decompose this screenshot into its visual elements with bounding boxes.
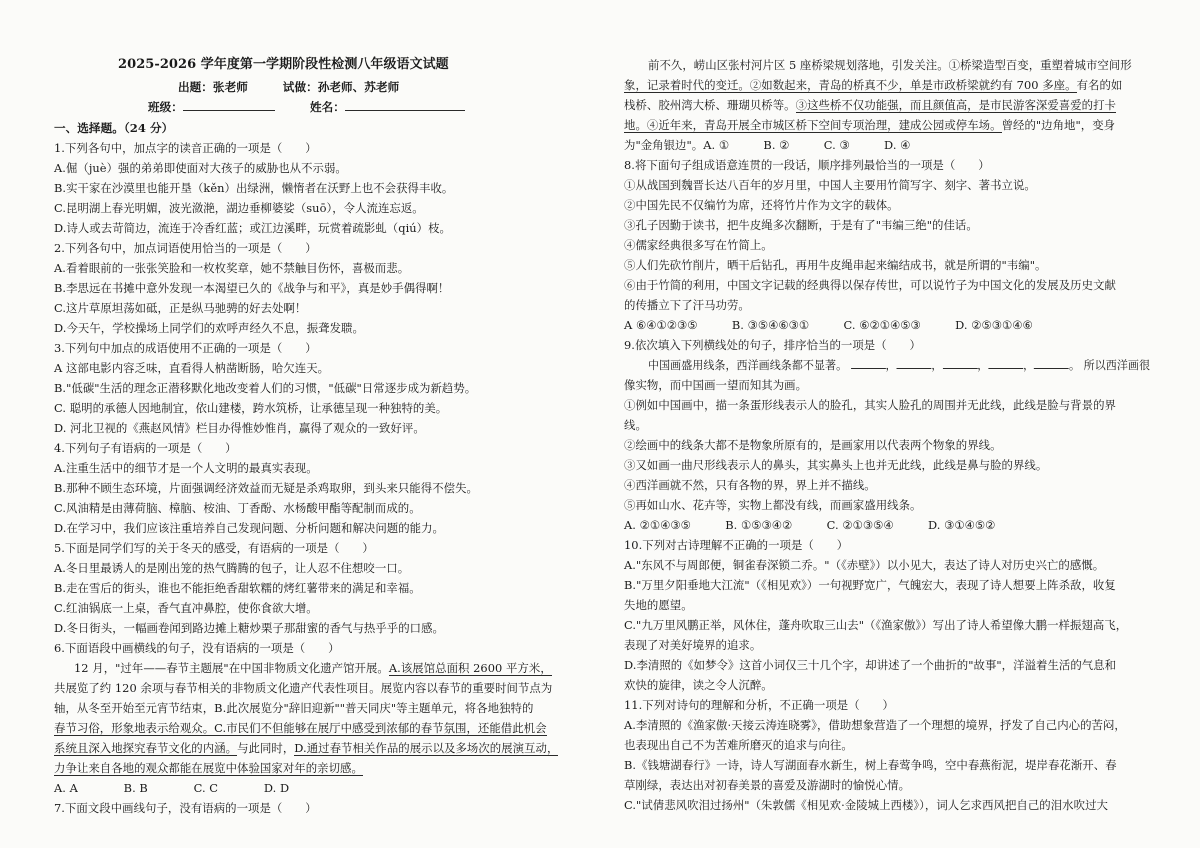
q11-option-b-cont: 草刚绿，表达出对初春美景的喜爱及游湖时的愉悦心情。 bbox=[624, 778, 911, 792]
section-heading: 一、选择题。（24 分） bbox=[54, 121, 174, 135]
q9-sentence-3: ③又如画一曲尺形线表示人的鼻头，其实鼻头上也并无此线，此线是鼻与脸的界线。 bbox=[624, 458, 1048, 472]
q7-passage-line-3 bbox=[624, 97, 1116, 113]
q8-sentence-3: ③孔子因勤于读书，把牛皮绳多次翻断，于是有了"韦编三绝"的佳话。 bbox=[624, 218, 978, 232]
q10-option-c-cont: 表现了对美好境界的追求。 bbox=[624, 638, 762, 652]
q1-option-d: D.诗人或去苛简边，流连于冷香红蓝；或江边溪畔，玩赏着疏影虬（qiú）枝。 bbox=[54, 221, 451, 235]
q4-option-b: B.那种不顾生态环境，片面强调经济效益而无疑是杀鸡取卵，到头来只能得不偿失。 bbox=[54, 481, 478, 495]
q3-option-c: C. 聪明的承德人因地制宜，依山建楼，跨水筑桥，让承德呈现一种独特的美。 bbox=[54, 401, 448, 415]
class-field bbox=[148, 99, 275, 115]
q9-passage-text-2: 所以西洋画很 bbox=[1083, 358, 1151, 372]
question-5: 5.下面是同学们写的关于冬天的感受，有语病的一项是（ ） bbox=[54, 541, 374, 555]
q6-passage-line-5 bbox=[54, 740, 558, 756]
q3-option-d: D. 河北卫视的《燕赵风情》栏目办得惟妙惟肖，赢得了观众的一致好评。 bbox=[54, 421, 425, 435]
q8-options: A ⑥④①②③⑤ B. ③⑤④⑥③① C. ⑥②①④⑤③ D. ②⑤③①④⑥ bbox=[624, 318, 1033, 332]
question-7: 7.下面文段中画线句子，没有语病的一项是（ ） bbox=[54, 801, 317, 815]
q2-option-d: D.今天午，学校操场上同学们的欢呼声经久不息，振聋发聩。 bbox=[54, 321, 364, 335]
q9-blank-4 bbox=[988, 357, 1023, 369]
question-8: 8.将下面句子组成语意连贯的一段话，顺序排列最恰当的一项是（ ） bbox=[624, 158, 990, 172]
q7-underlined-3: ③这些桥不仅功能强，而且颜值高，是市民游客深爱喜爱的打卡 bbox=[795, 98, 1116, 112]
q7-passage-line-4 bbox=[624, 117, 1115, 133]
q5-option-c: C.红油锅底一上桌，香气直冲鼻腔，使你食欲大增。 bbox=[54, 601, 318, 615]
q6-underlined-d: D.通过春节相关作品的展示以及多场次的展演互动， bbox=[294, 741, 559, 755]
q6-underlined-c-end: 系统且深入地探究春节文化的内涵。 bbox=[54, 741, 238, 755]
q2-option-b: B.李思远在书摊中意外发现一本渴望已久的《战争与和平》，真是妙手偶得啊！ bbox=[54, 281, 450, 295]
q8-sentence-1: ①从战国到魏晋长达八百年的岁月里，中国人主要用竹简写字、刻字、著书立说。 bbox=[624, 178, 1036, 192]
q9-blank-1 bbox=[851, 357, 886, 369]
q7-options: 为"金角银边"。A. ① B. ② C. ③ D. ④ bbox=[624, 138, 911, 152]
q7-underlined-4: ④近年来，青岛开展全市城区桥下空间专项治理，建成公园或停车场。 bbox=[646, 118, 1002, 132]
question-1: 1.下列各句中，加点字的读音正确的一项是（ ） bbox=[54, 141, 317, 155]
q8-sentence-5: ⑤人们先砍竹削片，晒干后钻孔，再用牛皮绳串起来编结成书，就是所谓的"韦编"。 bbox=[624, 258, 1047, 272]
question-10: 10.下列对古诗理解不正确的一项是（ ） bbox=[624, 538, 849, 552]
q3-option-b: B."低碳"生活的理念正潜移默化地改变着人们的习惯，"低碳"日常逐步成为新趋势。 bbox=[54, 381, 477, 395]
name-field bbox=[310, 99, 465, 115]
name-blank bbox=[345, 99, 465, 111]
question-4: 4.下列句子有语病的一项是（ ） bbox=[54, 441, 237, 455]
name-label: 姓名： bbox=[310, 100, 345, 114]
q10-option-c: C."九万里风鹏正举，风休住，蓬舟吹取三山去"（《渔家傲》）写出了诗人希望像大鹏一样振翅高飞， bbox=[624, 618, 1128, 632]
exam-authors: 出题：张老师 试做：孙老师、苏老师 bbox=[178, 80, 400, 94]
q6-underlined-b-end: 春节习俗，形象地表示给观众。 bbox=[54, 721, 215, 735]
q8-sentence-6: ⑥由于竹简的利用，中国文字记载的经典得以保存传世，可以说竹子为中国文化的发展及历史文献 bbox=[624, 278, 1116, 292]
q9-sentence-4: ④西洋画就不然，只有各物的界，界上并不描线。 bbox=[624, 478, 876, 492]
q6-passage-line-1 bbox=[74, 660, 552, 676]
question-3: 3.下列句中加点的成语使用不正确的一项是（ ） bbox=[54, 341, 317, 355]
q6-passage-line-6 bbox=[54, 760, 363, 776]
q6-options: A. A B. B C. C D. D bbox=[54, 781, 290, 795]
q11-option-b: B.《钱塘湖春行》一诗，诗人写湖面春水新生，树上春莺争鸣，空中春燕衔泥，堤岸春花渐开、春 bbox=[624, 758, 1117, 772]
q8-sentence-6-cont: 的传播立下了汗马功劳。 bbox=[624, 298, 750, 312]
q5-option-a: A.冬日里最诱人的是刚出笼的热气腾腾的包子，让人忍不住想咬一口。 bbox=[54, 561, 410, 575]
q9-sentence-5: ⑤再如山水、花卉等，实物上都没有线，而画家盛用线条。 bbox=[624, 498, 922, 512]
q7-passage-line-1: 前不久，崂山区张村河片区 5 座桥梁规划落地，引发关注。①桥梁造型百变，重塑着城市空间形 bbox=[648, 58, 1132, 72]
q7-passage-text-3: 曾经的"边角地"，变身 bbox=[1001, 118, 1116, 132]
q9-passage-line-1: 中国画盛用线条，西洋画线条都不显著。 ， ， ， ， 。 所以西洋画很 bbox=[648, 358, 1151, 372]
q2-option-a: A.看着眼前的一张张笑脸和一枚枚奖章，她不禁触目伤怀，喜极而悲。 bbox=[54, 261, 410, 275]
q9-blank-2 bbox=[897, 357, 932, 369]
q9-passage-text: 中国画盛用线条，西洋画线条都不显著。 bbox=[648, 358, 848, 372]
q9-blank-5 bbox=[1034, 357, 1069, 369]
q11-option-a-cont: 也表现出自己不为苦难所磨灭的追求与向往。 bbox=[624, 738, 853, 752]
q1-option-c: C.昆明湖上春光明媚，波光潋滟，湖边垂柳婆娑（suō），令人流连忘返。 bbox=[54, 201, 424, 215]
exam-title: 2025-2026 学年度第一学期阶段性检测八年级语文试题 bbox=[118, 57, 449, 72]
q10-option-b-cont: 失地的愿望。 bbox=[624, 598, 693, 612]
q1-option-a: A.倔（juè）强的弟弟即使面对大孩子的威胁也从不示弱。 bbox=[54, 161, 347, 175]
q4-option-a: A.注重生活中的细节才是一个人文明的最真实表现。 bbox=[54, 461, 318, 475]
q9-options: A. ②①④③⑤ B. ①⑤③④② C. ②①③⑤④ D. ③①④⑤② bbox=[624, 518, 996, 532]
q7-passage-text-2: 栈桥、胶州湾大桥、珊瑚贝桥等。 bbox=[624, 98, 796, 112]
q1-option-b: B.实干家在沙漠里也能开垦（kěn）出绿洲，懒惰者在沃野上也不会获得丰收。 bbox=[54, 181, 454, 195]
class-blank bbox=[183, 99, 275, 111]
q6-passage-line-4 bbox=[54, 720, 547, 736]
q6-passage-text: 12 月，"过年——春节主题展"在中国非物质文化遗产馆开展。 bbox=[74, 661, 389, 675]
q10-option-d: D.李清照的《如梦令》这首小词仅三十几个字，却讲述了一个曲折的"故事"，洋溢着生活的气息和 bbox=[624, 658, 1117, 672]
q10-option-a: A."东风不与周郎便，铜雀春深锁二乔。"（《赤壁》）以小见大，表达了诗人对历史兴亡的感慨。 bbox=[624, 558, 1105, 572]
q7-underlined-1: 象，记录着时代的变迁。 bbox=[624, 78, 750, 92]
q3-option-a: A 这部电影内容乏味，直看得人枘凿断肠，哈欠连天。 bbox=[54, 361, 330, 375]
q9-blank-3 bbox=[942, 357, 977, 369]
q6-passage-line-2: 共展览了约 120 余项与春节相关的非物质文化遗产代表性项目。展览内容以春节的重要时间节点为 bbox=[54, 681, 553, 695]
q9-sentence-1-cont: 线。 bbox=[624, 418, 647, 432]
q10-option-d-cont: 欢快的旋律，读之令人沉醉。 bbox=[624, 678, 773, 692]
q6-passage-line-3: 轴，从冬至开始至元宵节结束，B.此次展览分"辞旧迎新""普天同庆"等主题单元，将各地独特的 bbox=[54, 701, 534, 715]
q7-underlined-2: ②如数起来，青岛的桥真不少，单是市政桥梁就约有 700 多座。 bbox=[749, 78, 1077, 92]
q11-option-a: A.李清照的《渔家傲·天接云涛连晓雾》，借助想象营造了一个理想的境界，抒发了自己内心的苦闷， bbox=[624, 718, 1126, 732]
q8-sentence-2: ②中国先民不仅编竹为席，还将竹片作为文字的载体。 bbox=[624, 198, 899, 212]
q6-passage-text-2: 与此同时， bbox=[237, 741, 295, 755]
question-11: 11.下列对诗句的理解和分析，不正确一项是（ ） bbox=[624, 698, 894, 712]
q4-option-c: C.风油精是由薄荷脑、樟脑、桉油、丁香酚、水杨酸甲酯等配制而成的。 bbox=[54, 501, 421, 515]
q5-option-b: B.走在雪后的街头，谁也不能拒绝香甜软糯的烤红薯带来的满足和幸福。 bbox=[54, 581, 421, 595]
q5-option-d: D.冬日街头，一幅画卷闻到路边摊上糖炒栗子那甜蜜的香气与热乎乎的口感。 bbox=[54, 621, 444, 635]
q9-sentence-1: ①例如中国画中，描一条蛋形线表示人的脸孔，其实人脸孔的周围并无此线，此线是脸与背景的界 bbox=[624, 398, 1116, 412]
question-9: 9.依次填入下列横线处的句子，排序恰当的一项是（ ） bbox=[624, 338, 921, 352]
q2-option-c: C.这片草原坦荡如砥，正是纵马驰骋的好去处啊！ bbox=[54, 301, 307, 315]
q6-underlined-d-end: 力争让来自各地的观众都能在展览中体验国家对年的亲切感。 bbox=[54, 761, 363, 775]
q11-option-c: C."试倩悲风吹泪过扬州"（朱敦儒《相见欢·金陵城上西楼》），词人乞求西风把自己的泪水吹过大 bbox=[624, 798, 1108, 812]
q9-passage-line-2: 像实物，而中国画一望而知其为画。 bbox=[624, 378, 808, 392]
q6-underlined-c: C.市民们不但能够在展厅中感受到浓郁的春节氛围，还能借此机会 bbox=[214, 721, 547, 735]
q6-underlined-a: A.该展馆总面积 2600 平方米， bbox=[388, 661, 552, 675]
class-label: 班级： bbox=[148, 100, 183, 114]
q4-option-d: D.在学习中，我们应该注重培养自己发现问题、分析问题和解决问题的能力。 bbox=[54, 521, 444, 535]
q7-passage-line-2 bbox=[624, 77, 1122, 93]
q7-underlined-3-end: 地。 bbox=[624, 118, 647, 132]
question-2: 2.下列各句中，加点词语使用恰当的一项是（ ） bbox=[54, 241, 317, 255]
q8-sentence-4: ④儒家经典很多写在竹简上。 bbox=[624, 238, 773, 252]
q10-option-b: B."万里夕阳垂地大江流"（《相见欢》）一句视野宽广，气魄宏大，表现了诗人想要上阵杀敌，收复 bbox=[624, 578, 1116, 592]
q7-passage-text: 有名的如 bbox=[1076, 78, 1123, 92]
q9-sentence-2: ②绘画中的线条大都不是物象所原有的，是画家用以代表两个物象的界线。 bbox=[624, 438, 1002, 452]
question-6: 6.下面语段中画横线的句子，没有语病的一项是（ ） bbox=[54, 641, 340, 655]
